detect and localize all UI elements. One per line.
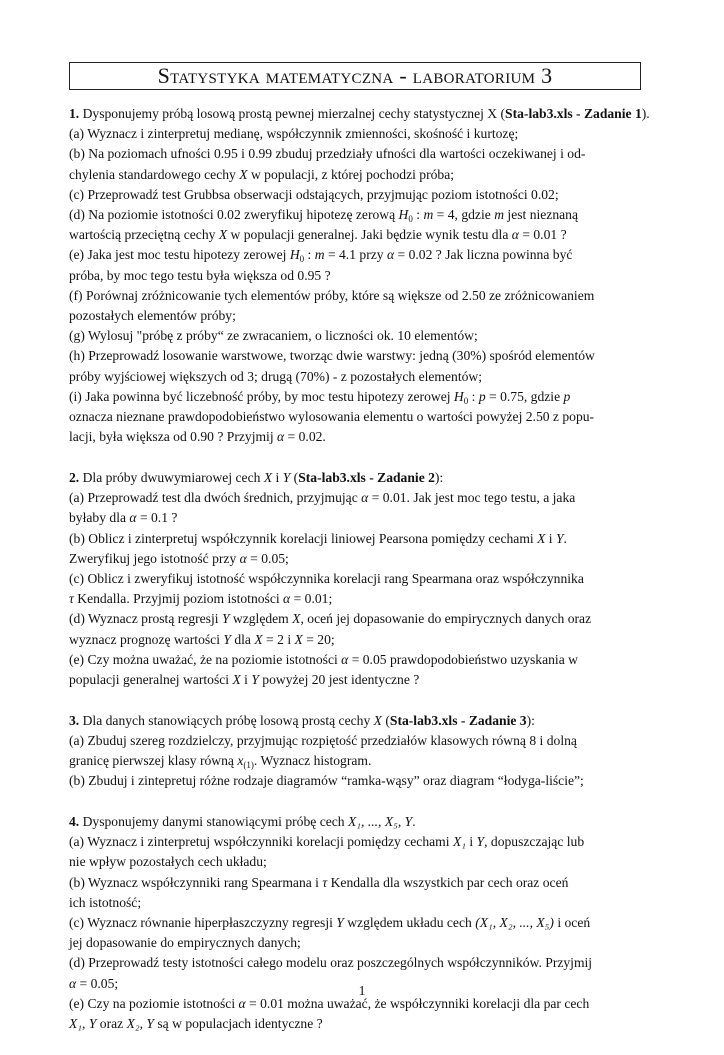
task-2-b-line2: Zweryfikuj jego istotność przy α = 0.05;: [69, 550, 289, 566]
task-4-d-line2: α = 0.05;: [69, 975, 119, 991]
task-4-c-line2: jej dopasowanie do empirycznych danych;: [69, 935, 301, 951]
page-number: 1: [358, 983, 366, 998]
task-4-e-line1: (e) Czy na poziomie istotności α = 0.01 można uważać, że współczynniki korelacji dla par cech: [69, 995, 590, 1011]
task-1-a: (a) Wyznacz i zinterpretuj medianę, współczynnik zmienności, skośność i kurtozę;: [69, 126, 519, 142]
task-1-h-line1: (h) Przeprowadź losowanie warstwowe, tworząc dwie warstwy: jedną (30%) spośród elementów: [69, 348, 595, 364]
task-2-c-line2: τ Kendalla. Przyjmij poziom istotności α = 0.01;: [69, 591, 333, 607]
task-4-b-line2: ich istotność;: [69, 894, 142, 910]
task-4-a-line1: (a) Wyznacz i zinterpretuj współczynniki korelacji pomiędzy cechami X₁ i Y, dopuszczając lub: [69, 834, 585, 850]
task-1-e-line1: (e) Jaka jest moc testu hipotezy zerowej $H_0$ : m = 4.1 przy α = 0.02 ? Jak liczna powinna być: [69, 247, 573, 265]
task-3-a-line2: granicę pierwszej klasy równą $x_{(1)}$. Wyznacz histogram.: [69, 753, 372, 771]
task-2-intro: 2. Dla próby dwuwymiarowej cech X i Y (Sta-lab3.xls - Zadanie 2):: [69, 469, 444, 485]
task-1-f-line2: pozostałych elementów próby;: [69, 308, 236, 324]
task-2-a-line2: byłaby dla α = 0.1 ?: [69, 510, 178, 526]
task-1-c: (c) Przeprowadź test Grubbsa obserwacji odstających, przyjmując poziom istotności 0.02;: [69, 186, 559, 202]
task-1: [69, 104, 657, 447]
task-2-e-line1: (e) Czy można uważać, że na poziomie istotności α = 0.05 prawdopodobieństwo uzyskania w: [69, 651, 578, 667]
task-4-e-line2: X₁, Y oraz X₂, Y są w populacjach identyczne ?: [69, 1016, 323, 1032]
task-1-h-line2: próby wyjściowej większych od 3; drugą (70%) - z pozostałych elementów;: [69, 368, 482, 384]
task-3-a-line1: (a) Zbuduj szereg rozdzielczy, przyjmując rozpiętość przedziałów klasowych równą 8 i dolną: [69, 732, 577, 748]
task-2-b-line1: (b) Oblicz i zinterpretuj współczynnik korelacji liniowej Pearsona pomiędzy cechami X i Y.: [69, 530, 567, 546]
task-3-b: (b) Zbuduj i zintepretuj różne rodzaje diagramów “ramka-wąsy” oraz diagram “łodyga-liście”;: [69, 773, 584, 789]
task-2: [69, 468, 657, 690]
task-1-e-line2: próba, by moc tego testu była większa od 0.95 ?: [69, 267, 331, 283]
task-4-a-line2: nie wpływ pozostałych cech układu;: [69, 854, 267, 870]
task-3: [69, 711, 657, 792]
task-4-c-line1: (c) Wyznacz równanie hiperpłaszczyzny regresji Y względem układu cech (X₁, X₂, ..., X₅) i oceń: [69, 915, 591, 931]
task-4-b-line1: (b) Wyznacz współczynniki rang Spearmana i τ Kendalla dla wszystkich par cech oraz oceń: [69, 874, 569, 890]
task-2-d-line2: wyznacz prognozę wartości Y dla X = 2 i X = 20;: [69, 631, 335, 647]
task-2-d-line1: (d) Wyznacz prostą regresji Y względem X, oceń jej dopasowanie do empirycznych danych oraz: [69, 611, 592, 627]
task-1-g: (g) Wylosuj "próbę z próby“ ze zwracaniem, o liczności ok. 10 elementów;: [69, 328, 478, 344]
task-2-c-line1: (c) Oblicz i zweryfikuj istotność współczynnika korelacji rang Spearmana oraz współczynnika: [69, 570, 584, 586]
task-1-b-line2: chylenia standardowego cechy X w populacji, z której pochodzi próba;: [69, 166, 455, 182]
task-1-intro: 1. Dysponujemy próbą losową prostą pewnej mierzalnej cechy statystycznej X (Sta-lab3.xls - Zadanie 1).: [69, 106, 650, 121]
page-title: Statystyka matematyczna - laboratorium 3: [69, 62, 641, 90]
task-1-i-line1: (i) Jaka powinna być liczebność próby, by moc testu hipotezy zerowej $H_0$ : p = 0.75, gdzie p: [69, 388, 571, 406]
task-1-d-line2: wartością przeciętną cechy X w populacji generalnej. Jaki będzie wynik testu dla α = 0.01 ?: [69, 227, 567, 243]
task-2-a-line1: (a) Przeprowadź test dla dwóch średnich, przyjmując α = 0.01. Jak jest moc tego testu, a jaka: [69, 490, 576, 506]
task-1-i-line2: oznacza nieznane prawdopodobieństwo wylosowania elementu o wartości powyżej 2.50 z popu-: [69, 409, 595, 425]
task-3-intro: 3. Dla danych stanowiących próbę losową prostą cechy X (Sta-lab3.xls - Zadanie 3):: [69, 712, 535, 728]
task-4-intro: 4. Dysponujemy danymi stanowiącymi próbę cech X₁, ..., X₅, Y.: [69, 814, 416, 829]
task-1-i-line3: lacji, była większa od 0.90 ? Przyjmij α = 0.02.: [69, 429, 326, 445]
task-4-d-line1: (d) Przeprowadź testy istotności całego modelu oraz poszczególnych współczynników. Przyjmij: [69, 955, 593, 971]
task-1-f-line1: (f) Porównaj zróżnicowanie tych elementów próby, które są większe od 2.50 ze zróżnicowaniem: [69, 287, 595, 303]
task-2-e-line2: populacji generalnej wartości X i Y powyżej 20 jest identyczne ?: [69, 671, 420, 687]
task-1-b-line1: (b) Na poziomach ufności 0.95 i 0.99 zbuduj przedziały ufności dla wartości oczekiwanej i od-: [69, 146, 586, 162]
document-body: [69, 104, 657, 1055]
task-4: [69, 812, 657, 1034]
task-1-d-line1: (d) Na poziomie istotności 0.02 zweryfikuj hipotezę zerową $H_0$ : m = 4, gdzie m jest nieznaną: [69, 207, 578, 225]
